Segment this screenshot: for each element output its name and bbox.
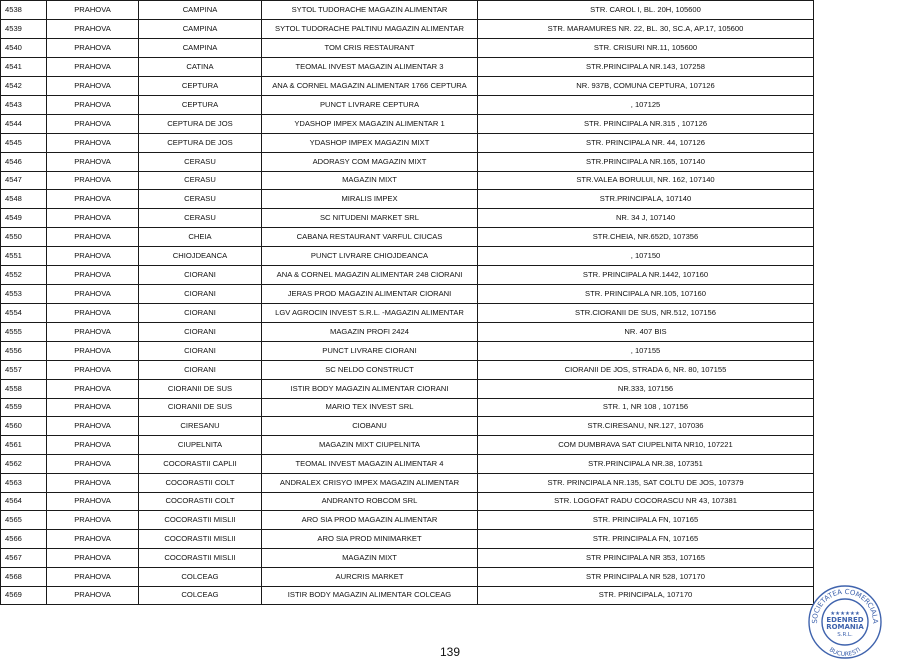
table-row <box>1 39 814 58</box>
cell-address: STR. PRINCIPALA NR.105, 107160 <box>478 285 814 304</box>
cell-locality: CEPTURA <box>139 76 262 96</box>
cell-row-number: 4569 <box>1 586 47 605</box>
cell-merchant-name: SC NITUDENI MARKET SRL <box>262 209 478 228</box>
cell-county: PRAHOVA <box>47 285 139 304</box>
cell-address: STR PRINCIPALA NR 528, 107170 <box>478 567 814 586</box>
cell-locality: CIORANII DE SUS <box>139 379 262 398</box>
cell-locality: CHIOJDEANCA <box>139 246 262 265</box>
cell-merchant-name: JERAS PROD MAGAZIN ALIMENTAR CIORANI <box>262 285 478 304</box>
cell-county: PRAHOVA <box>47 436 139 455</box>
cell-address: STR. PRINCIPALA NR. 44, 107126 <box>478 133 814 152</box>
table-row <box>1 265 814 285</box>
cell-row-number: 4558 <box>1 379 47 398</box>
page-number: 139 <box>439 645 461 659</box>
cell-row-number: 4556 <box>1 342 47 361</box>
cell-address: STR. 1, NR 108 , 107156 <box>478 398 814 417</box>
cell-row-number: 4544 <box>1 115 47 134</box>
table-row <box>1 379 814 398</box>
cell-address: STR. PRINCIPALA NR.135, SAT COLTU DE JOS, 107379 <box>478 473 814 492</box>
cell-county: PRAHOVA <box>47 171 139 190</box>
table-row <box>1 323 814 342</box>
cell-locality: CAMPINA <box>139 1 262 20</box>
cell-county: PRAHOVA <box>47 209 139 228</box>
cell-locality: CIUPELNITA <box>139 436 262 455</box>
cell-county: PRAHOVA <box>47 76 139 96</box>
cell-row-number: 4554 <box>1 303 47 323</box>
cell-county: PRAHOVA <box>47 417 139 436</box>
cell-merchant-name: TEOMAL INVEST MAGAZIN ALIMENTAR 3 <box>262 58 478 77</box>
table-row <box>1 209 814 228</box>
cell-county: PRAHOVA <box>47 19 139 39</box>
cell-address: STR.CIRESANU, NR.127, 107036 <box>478 417 814 436</box>
table-row <box>1 567 814 586</box>
cell-merchant-name: ISTIR BODY MAGAZIN ALIMENTAR CIORANI <box>262 379 478 398</box>
cell-locality: CERASU <box>139 152 262 171</box>
cell-address: , 107150 <box>478 246 814 265</box>
cell-address: STR.PRINCIPALA NR.165, 107140 <box>478 152 814 171</box>
cell-address: STR PRINCIPALA NR 353, 107165 <box>478 548 814 567</box>
cell-merchant-name: MIRALIS IMPEX <box>262 190 478 209</box>
cell-row-number: 4557 <box>1 360 47 379</box>
cell-locality: CEPTURA DE JOS <box>139 115 262 134</box>
cell-row-number: 4563 <box>1 473 47 492</box>
cell-locality: COCORASTII CAPLII <box>139 454 262 473</box>
cell-merchant-name: ANDRANTO ROBCOM SRL <box>262 492 478 511</box>
stamp-form: S.R.L. <box>837 632 853 638</box>
table-row <box>1 454 814 473</box>
cell-row-number: 4550 <box>1 227 47 246</box>
cell-county: PRAHOVA <box>47 96 139 115</box>
cell-county: PRAHOVA <box>47 473 139 492</box>
cell-address: STR. LOGOFAT RADU COCORASCU NR 43, 107381 <box>478 492 814 511</box>
cell-merchant-name: ANA & CORNEL MAGAZIN ALIMENTAR 248 CIORANI <box>262 265 478 285</box>
cell-county: PRAHOVA <box>47 454 139 473</box>
cell-address: , 107125 <box>478 96 814 115</box>
cell-locality: COLCEAG <box>139 586 262 605</box>
cell-merchant-name: MARIO TEX INVEST SRL <box>262 398 478 417</box>
stamp-top-text: SOCIETATEA COMERCIALA <box>810 587 880 624</box>
table-row <box>1 436 814 455</box>
cell-address: STR. PRINCIPALA NR.1442, 107160 <box>478 265 814 285</box>
cell-merchant-name: CABANA RESTAURANT VARFUL CIUCAS <box>262 227 478 246</box>
cell-locality: CATINA <box>139 58 262 77</box>
cell-row-number: 4540 <box>1 39 47 58</box>
cell-county: PRAHOVA <box>47 1 139 20</box>
cell-locality: CERASU <box>139 190 262 209</box>
stamp-stars: ★★★★★★ <box>830 611 860 617</box>
cell-locality: CIORANI <box>139 360 262 379</box>
cell-row-number: 4546 <box>1 152 47 171</box>
table-row <box>1 285 814 304</box>
cell-row-number: 4548 <box>1 190 47 209</box>
cell-address: STR.PRINCIPALA NR.38, 107351 <box>478 454 814 473</box>
cell-address: STR. PRINCIPALA NR.315 , 107126 <box>478 115 814 134</box>
cell-merchant-name: ADORASY COM MAGAZIN MIXT <box>262 152 478 171</box>
table-row <box>1 190 814 209</box>
table-row <box>1 1 814 20</box>
cell-row-number: 4542 <box>1 76 47 96</box>
table-row <box>1 548 814 567</box>
cell-address: STR. PRINCIPALA FN, 107165 <box>478 511 814 530</box>
cell-locality: CIORANI <box>139 323 262 342</box>
cell-merchant-name: TOM CRIS RESTAURANT <box>262 39 478 58</box>
stamp-brand: EDENRED <box>826 616 864 624</box>
cell-county: PRAHOVA <box>47 586 139 605</box>
cell-row-number: 4543 <box>1 96 47 115</box>
table-row <box>1 473 814 492</box>
company-stamp <box>805 584 885 660</box>
cell-row-number: 4567 <box>1 548 47 567</box>
table-row <box>1 227 814 246</box>
cell-locality: COCORASTII COLT <box>139 473 262 492</box>
cell-row-number: 4545 <box>1 133 47 152</box>
cell-merchant-name: PUNCT LIVRARE CIORANI <box>262 342 478 361</box>
cell-merchant-name: ANDRALEX CRISYO IMPEX MAGAZIN ALIMENTAR <box>262 473 478 492</box>
cell-address: STR. PRINCIPALA FN, 107165 <box>478 530 814 549</box>
cell-county: PRAHOVA <box>47 227 139 246</box>
cell-county: PRAHOVA <box>47 379 139 398</box>
table-row <box>1 115 814 134</box>
cell-merchant-name: PUNCT LIVRARE CHIOJDEANCA <box>262 246 478 265</box>
cell-merchant-name: SC NELDO CONSTRUCT <box>262 360 478 379</box>
cell-row-number: 4562 <box>1 454 47 473</box>
cell-county: PRAHOVA <box>47 511 139 530</box>
cell-row-number: 4560 <box>1 417 47 436</box>
cell-locality: COCORASTII MISLII <box>139 530 262 549</box>
cell-row-number: 4541 <box>1 58 47 77</box>
cell-county: PRAHOVA <box>47 152 139 171</box>
cell-merchant-name: ISTIR BODY MAGAZIN ALIMENTAR COLCEAG <box>262 586 478 605</box>
cell-merchant-name: LGV AGROCIN INVEST S.R.L. -MAGAZIN ALIMENTAR <box>262 303 478 323</box>
cell-county: PRAHOVA <box>47 530 139 549</box>
cell-merchant-name: ANA & CORNEL MAGAZIN ALIMENTAR 1766 CEPTURA <box>262 76 478 96</box>
cell-address: STR.CHEIA, NR.652D, 107356 <box>478 227 814 246</box>
cell-merchant-name: ARO SIA PROD MINIMARKET <box>262 530 478 549</box>
cell-locality: CERASU <box>139 209 262 228</box>
cell-locality: CEPTURA DE JOS <box>139 133 262 152</box>
table-row <box>1 152 814 171</box>
cell-locality: CIORANI <box>139 342 262 361</box>
cell-merchant-name: MAGAZIN MIXT CIUPELNITA <box>262 436 478 455</box>
cell-county: PRAHOVA <box>47 567 139 586</box>
table-row <box>1 586 814 605</box>
cell-county: PRAHOVA <box>47 303 139 323</box>
cell-locality: COLCEAG <box>139 567 262 586</box>
cell-locality: COCORASTII MISLII <box>139 511 262 530</box>
cell-row-number: 4564 <box>1 492 47 511</box>
cell-county: PRAHOVA <box>47 323 139 342</box>
table-row <box>1 19 814 39</box>
cell-address: NR. 937B, COMUNA CEPTURA, 107126 <box>478 76 814 96</box>
cell-county: PRAHOVA <box>47 190 139 209</box>
cell-locality: CAMPINA <box>139 39 262 58</box>
cell-row-number: 4566 <box>1 530 47 549</box>
cell-row-number: 4559 <box>1 398 47 417</box>
cell-county: PRAHOVA <box>47 548 139 567</box>
cell-row-number: 4538 <box>1 1 47 20</box>
cell-county: PRAHOVA <box>47 115 139 134</box>
table-row <box>1 303 814 323</box>
cell-merchant-name: SYTOL TUDORACHE MAGAZIN ALIMENTAR <box>262 1 478 20</box>
table-row <box>1 360 814 379</box>
cell-county: PRAHOVA <box>47 39 139 58</box>
cell-address: STR.PRINCIPALA, 107140 <box>478 190 814 209</box>
cell-row-number: 4565 <box>1 511 47 530</box>
cell-row-number: 4553 <box>1 285 47 304</box>
cell-merchant-name: CIOBANU <box>262 417 478 436</box>
cell-address: COM DUMBRAVA SAT CIUPELNITA NR10, 107221 <box>478 436 814 455</box>
cell-merchant-name: MAGAZIN PROFI 2424 <box>262 323 478 342</box>
table-row <box>1 96 814 115</box>
cell-county: PRAHOVA <box>47 342 139 361</box>
cell-locality: COCORASTII MISLII <box>139 548 262 567</box>
cell-address: STR. PRINCIPALA, 107170 <box>478 586 814 605</box>
cell-merchant-name: YDASHOP IMPEX MAGAZIN MIXT <box>262 133 478 152</box>
cell-locality: CIORANI <box>139 265 262 285</box>
table-row <box>1 492 814 511</box>
cell-row-number: 4549 <box>1 209 47 228</box>
cell-row-number: 4568 <box>1 567 47 586</box>
cell-address: STR.PRINCIPALA NR.143, 107258 <box>478 58 814 77</box>
table-row <box>1 171 814 190</box>
cell-address: NR.333, 107156 <box>478 379 814 398</box>
cell-row-number: 4555 <box>1 323 47 342</box>
cell-county: PRAHOVA <box>47 492 139 511</box>
cell-address: , 107155 <box>478 342 814 361</box>
cell-county: PRAHOVA <box>47 246 139 265</box>
cell-locality: CIORANI <box>139 285 262 304</box>
stamp-country: ROMANIA <box>826 623 864 631</box>
cell-address: NR. 34 J, 107140 <box>478 209 814 228</box>
cell-merchant-name: SYTOL TUDORACHE PALTINU MAGAZIN ALIMENTAR <box>262 19 478 39</box>
cell-county: PRAHOVA <box>47 58 139 77</box>
cell-locality: CEPTURA <box>139 96 262 115</box>
cell-address: NR. 407 BIS <box>478 323 814 342</box>
table-row <box>1 398 814 417</box>
table-row <box>1 417 814 436</box>
cell-row-number: 4551 <box>1 246 47 265</box>
cell-address: STR. CAROL I, BL. 20H, 105600 <box>478 1 814 20</box>
cell-merchant-name: MAGAZIN MIXT <box>262 171 478 190</box>
cell-locality: CIORANI <box>139 303 262 323</box>
cell-address: STR. CRISURI NR.11, 105600 <box>478 39 814 58</box>
cell-locality: COCORASTII COLT <box>139 492 262 511</box>
cell-county: PRAHOVA <box>47 133 139 152</box>
cell-merchant-name: TEOMAL INVEST MAGAZIN ALIMENTAR 4 <box>262 454 478 473</box>
cell-merchant-name: AURCRIS MARKET <box>262 567 478 586</box>
table-row <box>1 530 814 549</box>
table-row <box>1 76 814 96</box>
cell-county: PRAHOVA <box>47 360 139 379</box>
cell-county: PRAHOVA <box>47 265 139 285</box>
cell-address: STR.CIORANII DE SUS, NR.512, 107156 <box>478 303 814 323</box>
cell-locality: CHEIA <box>139 227 262 246</box>
table-row <box>1 133 814 152</box>
cell-address: CIORANII DE JOS, STRADA 6, NR. 80, 107155 <box>478 360 814 379</box>
table-row <box>1 58 814 77</box>
cell-locality: CERASU <box>139 171 262 190</box>
table-row <box>1 342 814 361</box>
cell-locality: CAMPINA <box>139 19 262 39</box>
merchant-table-body <box>1 1 814 605</box>
cell-locality: CIRESANU <box>139 417 262 436</box>
cell-locality: CIORANII DE SUS <box>139 398 262 417</box>
stamp-city: BUCURESTI <box>827 646 863 659</box>
cell-county: PRAHOVA <box>47 398 139 417</box>
cell-merchant-name: YDASHOP IMPEX MAGAZIN ALIMENTAR 1 <box>262 115 478 134</box>
cell-row-number: 4561 <box>1 436 47 455</box>
cell-merchant-name: MAGAZIN MIXT <box>262 548 478 567</box>
cell-address: STR. MARAMURES NR. 22, BL. 30, SC.A, AP.17, 105600 <box>478 19 814 39</box>
cell-row-number: 4547 <box>1 171 47 190</box>
table-row <box>1 511 814 530</box>
table-row <box>1 246 814 265</box>
cell-row-number: 4552 <box>1 265 47 285</box>
cell-merchant-name: ARO SIA PROD MAGAZIN ALIMENTAR <box>262 511 478 530</box>
cell-address: STR.VALEA BORULUI, NR. 162, 107140 <box>478 171 814 190</box>
cell-row-number: 4539 <box>1 19 47 39</box>
cell-merchant-name: PUNCT LIVRARE CEPTURA <box>262 96 478 115</box>
